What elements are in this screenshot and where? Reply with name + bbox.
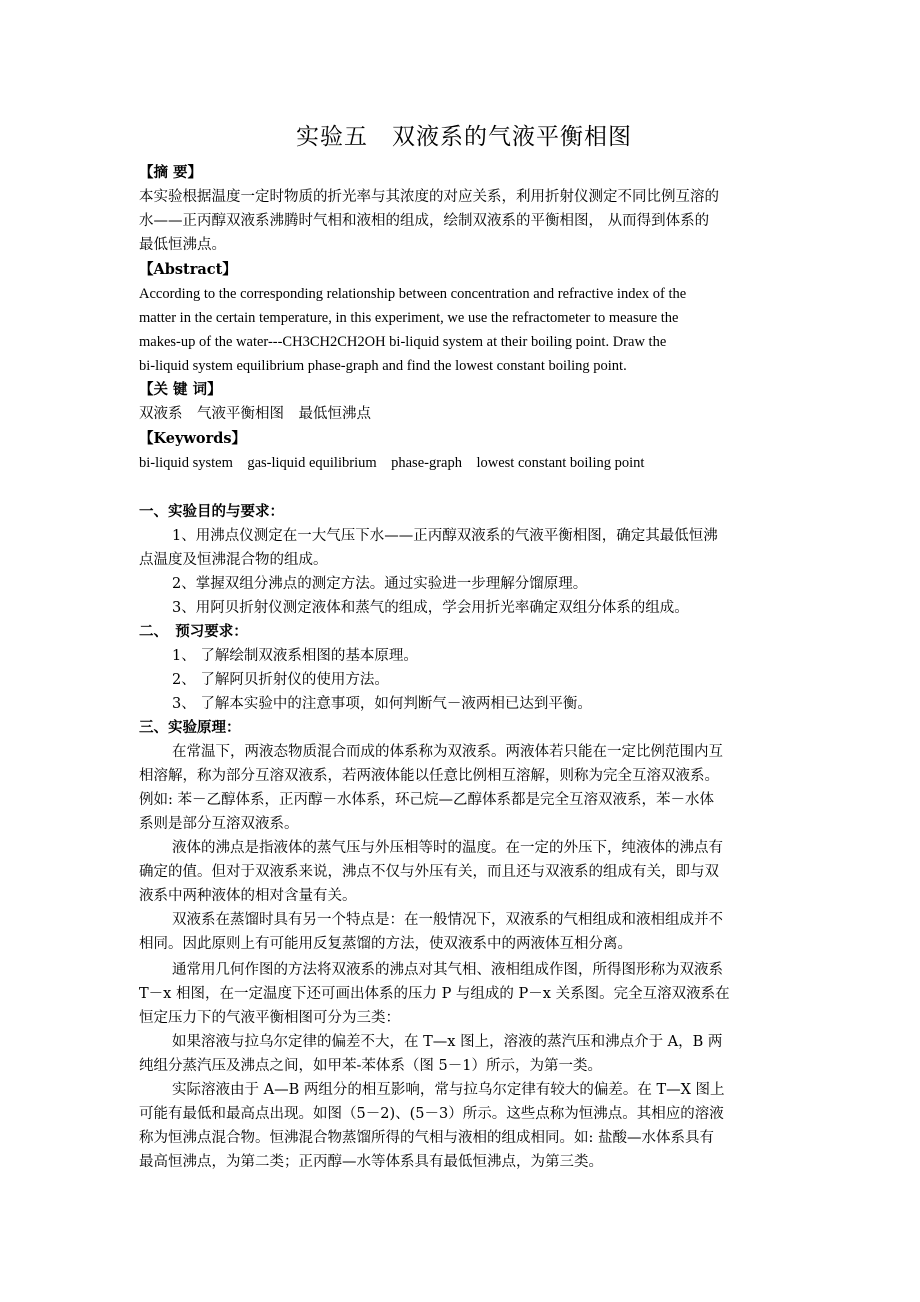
section3-line: 确定的值。但对于双液系来说，沸点不仅与外压有关，而且还与双液系的组成有关，即与双 — [139, 864, 719, 880]
section3-line: 纯组分蒸汽压及沸点之间，如甲苯-苯体系（图 5－1）所示，为第一类。 — [139, 1058, 602, 1074]
section1-heading: 一、实验目的与要求： — [139, 503, 284, 520]
keywords-en: bi-liquid system gas-liquid equilibrium phase-graph lowest constant boiling point — [139, 455, 645, 471]
abstract-cn-line: 本实验根据温度一定时物质的折光率与其浓度的对应关系，利用折射仪测定不同比例互溶的 — [139, 189, 719, 205]
section3-heading: 三、实验原理： — [139, 719, 241, 736]
section3-line: 双液系在蒸馏时具有另一个特点是：在一般情况下，双液系的气相组成和液相组成并不 — [172, 912, 723, 928]
keywords-en-heading: 【Keywords】 — [139, 430, 247, 447]
section2-line: 1、 了解绘制双液系相图的基本原理。 — [172, 648, 418, 664]
keywords-cn-heading: 【关 键 词】 — [139, 381, 222, 398]
abstract-en-line: makes-up of the water---CH3CH2CH2OH bi-liquid system at their boiling point. Draw the — [139, 334, 667, 350]
section3-line: 通常用几何作图的方法将双液系的沸点对其气相、液相组成作图，所得图形称为双液系 — [172, 962, 723, 978]
abstract-en-line: bi-liquid system equilibrium phase-graph and find the lowest constant boiling point. — [139, 358, 627, 374]
section3-line: 例如: 苯－乙醇体系，正丙醇－水体系，环己烷—乙醇体系都是完全互溶双液系，苯－水体 — [139, 792, 714, 808]
abstract-cn-line: 水——正丙醇双液系沸腾时气相和液相的组成，绘制双液系的平衡相图， 从而得到体系的 — [139, 213, 710, 229]
section3-line: 相溶解，称为部分互溶双液系，若两液体能以任意比例相互溶解，则称为完全互溶双液系。 — [139, 768, 719, 784]
abstract-cn-heading: 【摘 要】 — [139, 164, 203, 181]
section3-line: 恒定压力下的气液平衡相图可分为三类： — [139, 1010, 400, 1026]
section3-line: 相同。因此原则上有可能用反复蒸馏的方法，使双液系中的两液体互相分离。 — [139, 936, 632, 952]
abstract-en-line: According to the corresponding relationship between concentration and refractive index of the — [139, 286, 687, 302]
section2-heading: 二、 预习要求： — [139, 623, 248, 640]
keywords-cn: 双液系 气液平衡相图 最低恒沸点 — [139, 406, 371, 422]
abstract-en-heading: 【Abstract】 — [139, 261, 237, 278]
section1-line: 点温度及恒沸混合物的组成。 — [139, 552, 328, 568]
section3-line: 在常温下，两液态物质混合而成的体系称为双液系。两液体若只能在一定比例范围内互 — [172, 744, 723, 760]
page-title: 实验五 双液系的气液平衡相图 — [296, 124, 632, 150]
abstract-cn-line: 最低恒沸点。 — [139, 237, 226, 253]
section3-line: 称为恒沸点混合物。恒沸混合物蒸馏所得的气相与液相的组成相同。如: 盐酸—水体系具有 — [139, 1130, 714, 1146]
section3-line: 可能有最低和最高点出现。如图（5－2)、(5－3）所示。这些点称为恒沸点。其相应的溶液 — [139, 1106, 724, 1122]
section1-line: 3、用阿贝折射仪测定液体和蒸气的组成，学会用折光率确定双组分体系的组成。 — [172, 600, 689, 616]
section3-line: 系则是部分互溶双液系。 — [139, 816, 299, 832]
section2-line: 3、 了解本实验中的注意事项，如何判断气－液两相已达到平衡。 — [172, 696, 592, 712]
section3-line: 如果溶液与拉乌尔定律的偏差不大，在 T—x 图上，溶液的蒸汽压和沸点介于 A，B 两 — [172, 1034, 723, 1050]
section2-line: 2、 了解阿贝折射仪的使用方法。 — [172, 672, 389, 688]
section3-line: 液系中两种液体的相对含量有关。 — [139, 888, 357, 904]
section3-line: 实际溶液由于 A—B 两组分的相互影响，常与拉乌尔定律有较大的偏差。在 T—X 图上 — [172, 1082, 725, 1098]
section3-line: T－x 相图，在一定温度下还可画出体系的压力 P 与组成的 P－x 关系图。完全互溶双液系在 — [139, 986, 730, 1002]
section3-line: 液体的沸点是指液体的蒸气压与外压相等时的温度。在一定的外压下，纯液体的沸点有 — [172, 840, 723, 856]
section1-line: 1、用沸点仪测定在一大气压下水——正丙醇双液系的气液平衡相图，确定其最低恒沸 — [172, 528, 718, 544]
abstract-en-line: matter in the certain temperature, in this experiment, we use the refractometer to measure the — [139, 310, 679, 326]
section3-line: 最高恒沸点，为第二类；正丙醇—水等体系具有最低恒沸点，为第三类。 — [139, 1154, 603, 1170]
section1-line: 2、掌握双组分沸点的测定方法。通过实验进一步理解分馏原理。 — [172, 576, 588, 592]
